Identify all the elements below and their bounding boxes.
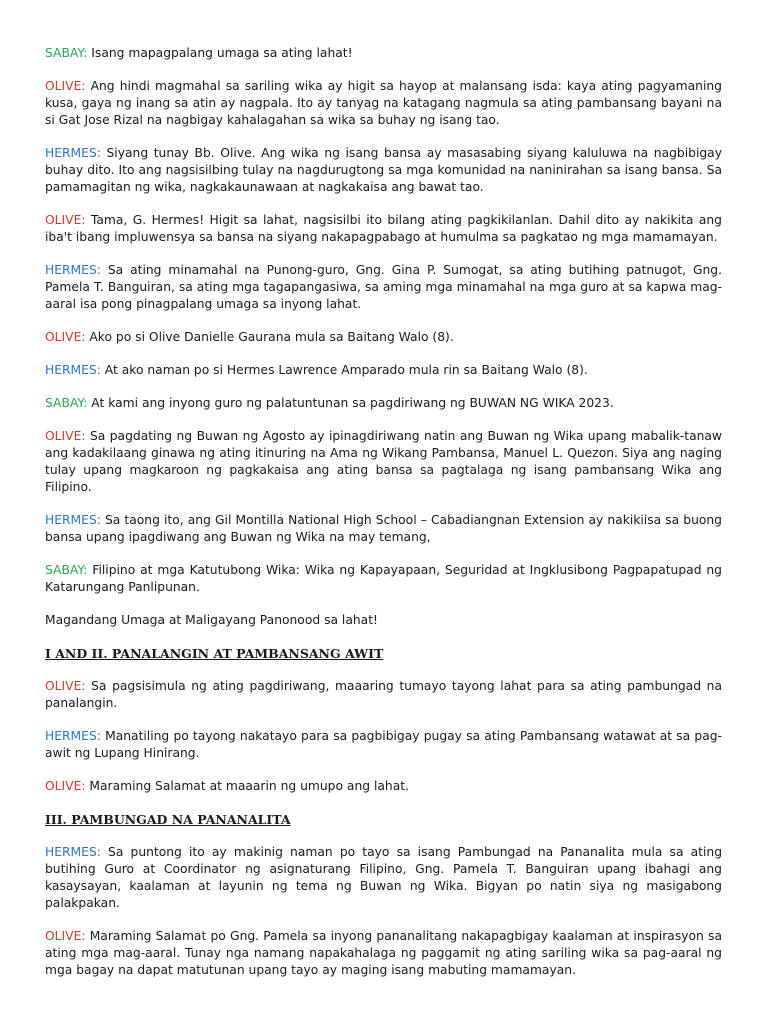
dialogue-line: [45, 844, 722, 912]
dialogue-text: Tama, G. Hermes! Higit sa lahat, nagsisilbi ito bilang ating pagkikilanlan. Dahil dito ay nakikita ang iba't ibang impluwensya sa bansa na siyang nakapagpabago at humulma sa pagkatao ng mga mamamayan.: [45, 213, 722, 244]
dialogue-text: Siyang tunay Bb. Olive. Ang wika ng isang bansa ay masasabing siyang kaluluwa na nagbibigay buhay dito. Ito ang nagsisilbing tulay na nagdurugtong sa mga komunidad na naninirahan sa isang bansa. Sa pamamagitan ng wika, nagkakaunawaan at nagkakaisa ang bawat tao.: [45, 146, 722, 194]
speaker-label: OLIVE:: [45, 213, 86, 227]
speaker-label: SABAY:: [45, 396, 88, 410]
speaker-label: OLIVE:: [45, 429, 86, 443]
speaker-label: OLIVE:: [45, 79, 86, 93]
dialogue-text: Ako po si Olive Danielle Gaurana mula sa Baitang Walo (8).: [85, 330, 454, 344]
dialogue-text: Manatiling po tayong nakatayo para sa pagbibigay pugay sa ating Pambansang watawat at sa pag-awit ng Lupang Hinirang.: [45, 729, 722, 760]
speaker-label: HERMES:: [45, 845, 101, 859]
dialogue-line: [45, 78, 722, 129]
speaker-label: HERMES:: [45, 146, 101, 160]
speaker-label: OLIVE:: [45, 330, 86, 344]
dialogue-line: [45, 778, 722, 795]
dialogue-text: At kami ang inyong guro ng palatuntunan sa pagdiriwang ng BUWAN NG WIKA 2023.: [87, 396, 614, 410]
dialogue-line: [45, 728, 722, 762]
dialogue-line: [45, 428, 722, 496]
speaker-label: HERMES:: [45, 729, 101, 743]
speaker-label: HERMES:: [45, 263, 101, 277]
dialogue-line: [45, 362, 722, 379]
dialogue-line: [45, 678, 722, 712]
dialogue-line: [45, 512, 722, 546]
dialogue-line: [45, 45, 722, 62]
dialogue-text: Ang hindi magmahal sa sariling wika ay higit sa hayop at malansang isda: kaya ating pagyamaning kusa, gaya ng inang sa atin ay nagpala. Ito ay tanyag na katagang nagmula sa ating pambansang bayani na si Gat Jose Rizal na nagbigay kahalagahan sa wika sa buhay ng isang tao.: [45, 79, 722, 127]
dialogue-text: Filipino at mga Katutubong Wika: Wika ng Kapayapaan, Seguridad at Ingklusibong Pagpapatupad ng Katarungang Panlipunan.: [45, 563, 722, 594]
dialogue-text: At ako naman po si Hermes Lawrence Amparado mula rin sa Baitang Walo (8).: [100, 363, 588, 377]
dialogue-line: [45, 329, 722, 346]
document-page: [45, 45, 722, 995]
speaker-label: SABAY:: [45, 46, 88, 60]
section-heading: I AND II. PANALANGIN AT PAMBANSANG AWIT: [45, 646, 384, 661]
dialogue-text: Sa pagdating ng Buwan ng Agosto ay ipinagdiriwang natin ang Buwan ng Wika upang mabalik-tanaw ang kadakilaang ginawa ng ating itinuring na Ama ng Wikang Pambansa, Manuel L. Quezon. Siya ang naging tulay upang magkaroon ng pagkakaisa ang ating bansa sa pagtalaga ng isang pambansang Wika ang Filipino.: [45, 429, 722, 494]
dialogue-line: [45, 262, 722, 313]
speaker-label: OLIVE:: [45, 679, 86, 693]
speaker-label: OLIVE:: [45, 779, 86, 793]
dialogue-text: Sa puntong ito ay makinig naman po tayo sa isang Pambungad na Pananalita mula sa ating butihing Guro at Coordinator ng asignaturang Filipino, Gng. Pamela T. Banguiran upang ibahagi ang kasaysayan, kaalaman at layunin ng tema ng Buwan ng Wika. Bigyan po natin siya ng masigabong palakpakan.: [45, 845, 722, 910]
dialogue-text: Maraming Salamat po Gng. Pamela sa inyong pananalitang nakapagbigay kaalaman at inspirasyon sa ating mga mag-aaral. Tunay nga namang napakahalaga ng paggamit ng ating sariling wika sa pag-aaral ng mga bagay na dapat matutunan upang tayo ay maging isang mabuting mamamayan.: [45, 929, 722, 977]
speaker-label: HERMES:: [45, 363, 101, 377]
dialogue-line: [45, 928, 722, 979]
dialogue-text: Sa ating minamahal na Punong-guro, Gng. Gina P. Sumogat, sa ating butihing patnugot, Gng. Pamela T. Banguiran, sa ating mga tagapangasiwa, sa aming mga minamahal na mga guro at sa kapwa mag-aaral isa pong pinagpalang umaga sa inyong lahat.: [45, 263, 722, 311]
dialogue-line: [45, 395, 722, 412]
speaker-label: OLIVE:: [45, 929, 86, 943]
speaker-label: HERMES:: [45, 513, 101, 527]
speaker-label: SABAY:: [45, 563, 88, 577]
dialogue-text: Sa taong ito, ang Gil Montilla National High School – Cabadiangnan Extension ay nakikiisa sa buong bansa upang ipagdiwang ang Buwan ng Wika na may temang,: [45, 513, 722, 544]
dialogue-text: Maraming Salamat at maaarin ng umupo ang lahat.: [85, 779, 409, 793]
paragraph: Magandang Umaga at Maligayang Panonood sa lahat!: [45, 613, 378, 627]
dialogue-text: Sa pagsisimula ng ating pagdiriwang, maaaring tumayo tayong lahat para sa ating pambungad na panalangin.: [45, 679, 722, 710]
dialogue-line: [45, 212, 722, 246]
dialogue-text: Isang mapagpalang umaga sa ating lahat!: [87, 46, 353, 60]
dialogue-line: [45, 145, 722, 196]
dialogue-line: [45, 562, 722, 596]
section-heading: III. PAMBUNGAD NA PANANALITA: [45, 812, 291, 827]
